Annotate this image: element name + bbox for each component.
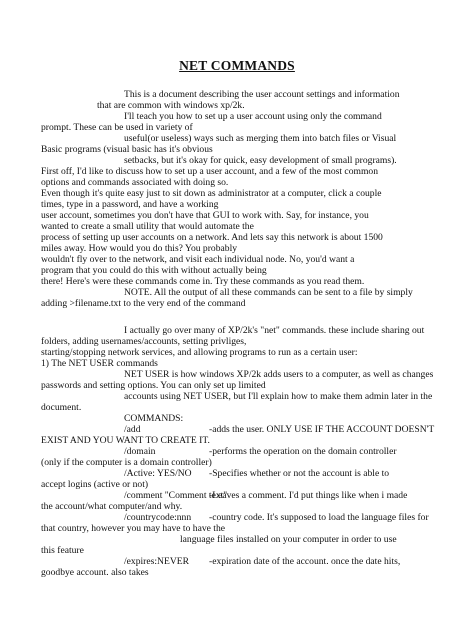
text-line: useful(or useless) ways such as merging them into batch files or Visual [124,133,397,144]
command-description: EXIST AND YOU WANT TO CREATE IT. [41,435,210,446]
command-description: -performs the operation on the domain controller [209,446,397,457]
text-line: program that you could do this with without actually being [41,265,267,276]
command-name: /countrycode:nnn [124,512,192,523]
text-line: wouldn't fly over to the network, and visit each individual node. No, you'd want a [41,254,355,265]
command-description: -Leaves a comment. I'd put things like when i made [209,490,408,501]
text-line: accounts using NET USER, but I'll explain how to make them admin later in the [124,391,433,402]
text-line: Even though it's quite easy just to sit down as administrator at a computer, click a couple [41,188,382,199]
text-line: 1) The NET USER commands [41,358,158,369]
text-line: miles away. How would you do this? You probably [41,243,238,254]
command-description: accept logins (active or not) [41,479,149,490]
text-line: options and commands associated with doing so. [41,177,229,188]
text-line: I actually go over many of XP/2k's "net" commands. these include sharing out [124,325,425,336]
text-line: user account, sometimes you don't have that GUI to work with. Say, for instance, you [41,210,369,221]
command-description: the account/what computer/and why. [41,501,183,512]
text-line: that are common with windows xp/2k. [97,100,245,111]
text-line: First off, I'd like to discuss how to set up a user account, and a few of the most common [41,166,379,177]
text-line: Basic programs (visual basic has it's obvious [41,144,213,155]
text-line: folders, adding usernames/accounts, setting privliges, [41,336,247,347]
document-title: NET COMMANDS [179,58,295,73]
text-line: NOTE. All the output of all these commands can be sent to a file by simply [124,287,413,298]
text-line: NET USER is how windows XP/2k adds users to a computer, as well as changes [124,369,434,380]
command-description: -adds the user. ONLY USE IF THE ACCOUNT DOESN'T [209,424,435,435]
text-line: prompt. These can be used in variety of [41,122,193,133]
text-line: I'll teach you how to set up a user account using only the command [124,111,382,122]
text-line: document. [41,402,82,413]
command-description: -expiration date of the account. once the date hits, [209,556,401,567]
command-description: language files installed on your computer in order to use [180,534,397,545]
command-description: -country code. It's supposed to load the language files for [209,512,429,523]
command-name: /domain [124,446,156,457]
text-line: starting/stopping network services, and allowing programs to run as a certain user: [41,347,358,358]
text-line: wanted to create a small utility that would automate the [41,221,254,232]
text-line: times, type in a password, and have a working [41,199,219,210]
text-line: passwords and setting options. You can only set up limited [41,380,266,391]
command-name: /comment "Comment text" [124,490,228,501]
command-name: /expires:NEVER [124,556,190,567]
command-name: /Active: YES/NO [124,468,192,479]
text-line: adding >filename.txt to the very end of the command [41,298,246,309]
command-description: this feature [41,545,84,556]
command-description: -Specifies whether or not the account is able to [209,468,390,479]
command-description: goodbye account. also takes [41,567,149,578]
text-line: process of setting up user accounts on a network. And lets say this network is about 1500 [41,232,383,243]
text-line: there! Here's were these commands come in. Try these commands as you read them. [41,276,365,287]
text-line: COMMANDS: [124,413,184,424]
text-line: setbacks, but it's okay for quick, easy development of small programs). [124,155,397,166]
command-description: (only if the computer is a domain controller) [41,457,212,468]
text-line: This is a document describing the user account settings and information [124,89,400,100]
command-name: /add [124,424,141,435]
command-description: that country, however you may have to have the [41,523,225,534]
